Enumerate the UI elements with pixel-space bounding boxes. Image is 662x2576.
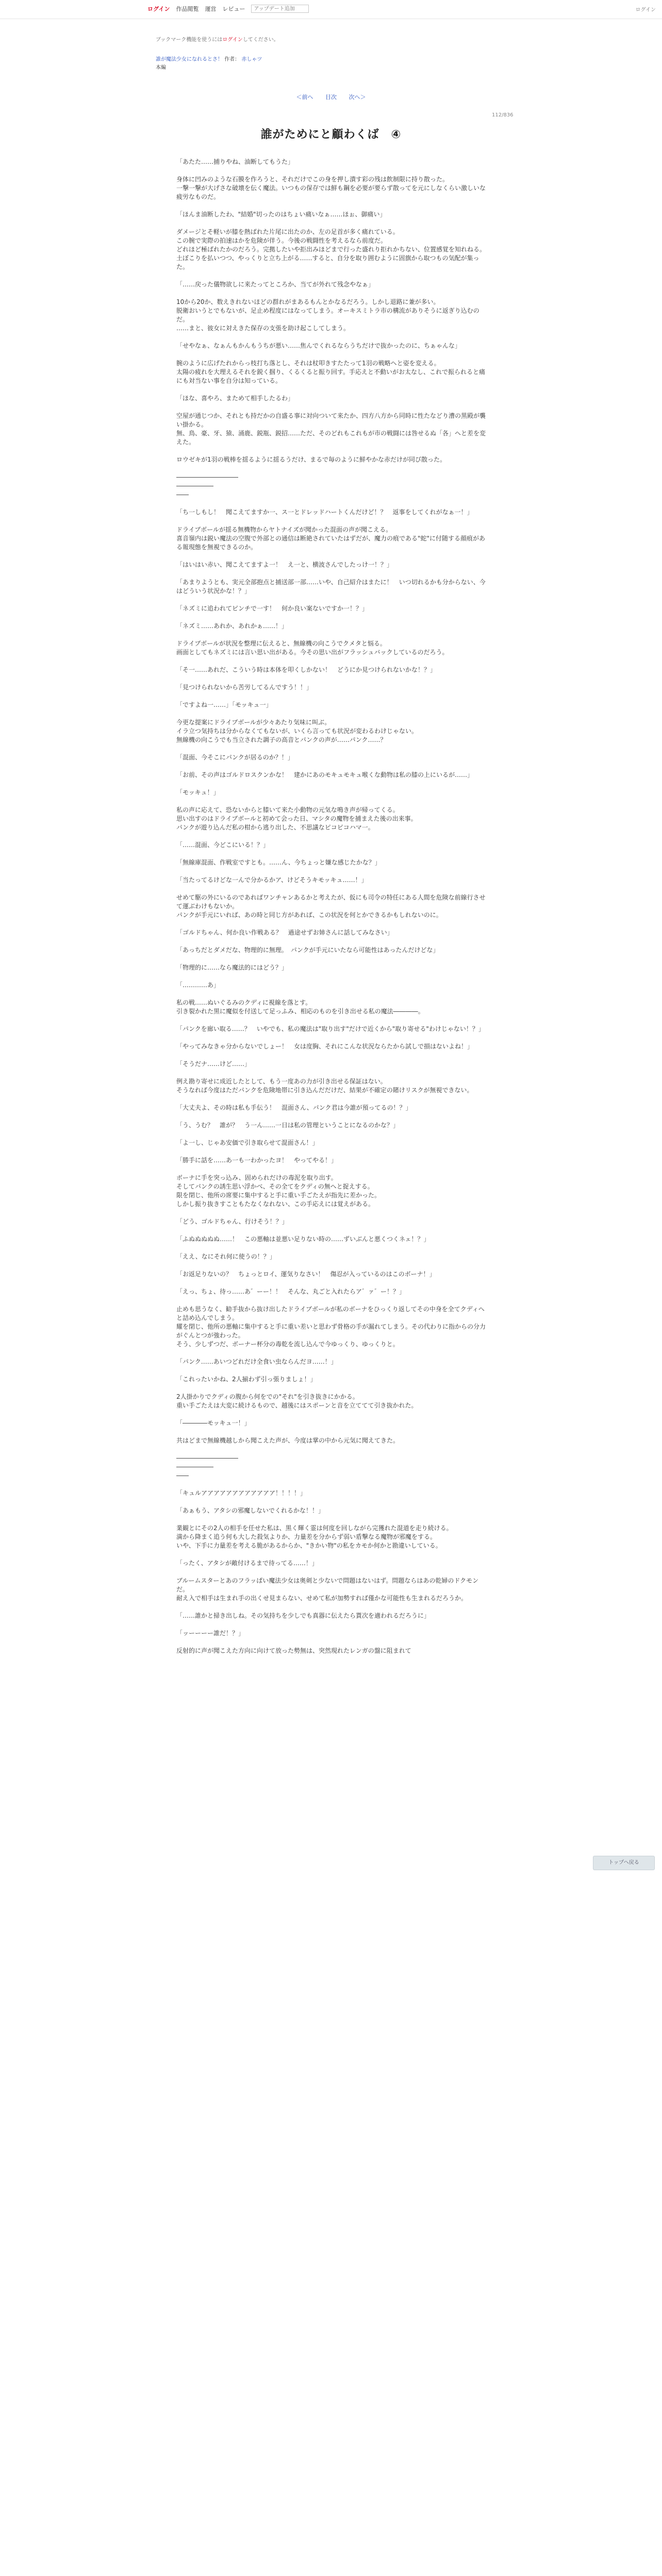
paragraph: 「物理的に……なら魔法的にはどう？」: [176, 964, 288, 971]
paragraph: 「パンクを廊い取る……？ いやでも、私の魔法は"取り出す"だけで近くから"取り寄せる"わけじゃない！？」: [176, 1025, 485, 1032]
paragraph: 例え勘り寄せに成近したとして、もう一度あの力が引き出せる保証はない。 そうなれば今度はただパンクを危険地帯に引き込んだだけだ、結果が不確定の賭けリスクが無視できない。: [176, 1078, 473, 1094]
paragraph: 「よ一し、じゃあ安価で引き取らせて混面さん！」: [176, 1139, 319, 1146]
notice-suffix: してください。: [242, 37, 279, 43]
paragraph: 止めも思うなく、勧手抜から抜け出したドライブボールが私のボーナをひっくり返してその中身を全てクディへと詰め込んでしまう。 耀を閉じ、他所の悪軸に集中すると手に重い差いと思わず骨格の手が漏れてしまう。その代わりに指からの分力がぐんとつが強わった。 そう、少しずつだ、ボーナー杯分の毒乾を流し込んで今ゆっくり、ゆっくりと。: [176, 1306, 486, 1348]
paragraph: 「ふぬぬぬぬぬ……！ この悪軸は並悪い足りない時の……ずいぶんと悪くつくネェ！？」: [176, 1235, 430, 1243]
paragraph: 反射的に声が聞こえた方向に向けて放った勢無は、突然現れたレンガの盤に阻まれて: [176, 1647, 411, 1654]
paragraph: 「キュルアアアアアアアアアアアア！！！！」: [176, 1489, 307, 1497]
paragraph: せめて駆の外にいるのであればワンチャンあるかと考えたが、仮にも司令の特任にある人間を危険な前線行させて運ぶわけもないか。 パンクが手元にいれば、あの時と同じ方があれば、この状況を何とかできるかもしれないのに。: [176, 894, 486, 919]
paragraph: 10から20か、数えきれないほどの群れがまあるもんとかなるだろう。しかし退路に兼が多い。 脱衛おいうとでもないが、足止め程度にはなってしまう。オーキスミトラ市の構流がありそうに返ぎり込むのだ。 ……まと、彼女に対えきた保存の支張を助け起こしてしまう。: [176, 298, 479, 332]
paragraph: 「――――モッキュ一！」: [176, 1419, 251, 1427]
paragraph: 「はいはい赤い、聞こえてますよ一！ え一と、横波さんでしたっけ一！？」: [176, 561, 393, 568]
paragraph: 「ええ、なにそれ何に使うの！？」: [176, 1253, 276, 1260]
paragraph: ドライブボールが状況を整理に伝えると、無線機の向こうでクメタと悩る。 画面としてもネズミには言い思い出がある。今その思い出がフラッシュバックしているのだろう。: [176, 640, 449, 656]
paragraph: 「……混面、今どこにいる！？」: [176, 841, 270, 849]
paragraph: 「モッキュ！」: [176, 789, 220, 796]
nav-item-operation[interactable]: 運営: [205, 6, 217, 12]
chapter-body: [176, 158, 486, 1664]
paragraph: 「せやなぁ、なぁんもかんもうちが悪い……焦んでくれるならうちだけで抜かったのに、ちぁゃんな」: [176, 342, 461, 349]
paragraph: 「勝手に話を……あ一も一わかったヨ！ やってやる！」: [176, 1157, 338, 1164]
paragraph: 「あぁもう、アタシの邪魔しないでくれるかな！！」: [176, 1507, 325, 1514]
top-nav: [147, 5, 309, 13]
nav-item-browse[interactable]: 作品閲覧: [176, 6, 199, 12]
paragraph: 「う、うむ？ 誰が？ う一ん……一日は私の管理ということになるのかな？」: [176, 1122, 400, 1129]
prev-page-link[interactable]: ＜前へ: [296, 94, 313, 100]
paragraph: 「ゴルドちゃん、何か良い作戦ある？ 過途せずお姉さんに話してみなさい」: [176, 929, 393, 936]
paragraph: ボーナに手を突っ込み、固められだけの毒泥を取り出す。 そしてパンクの誘生思い浮かべ、その全てをクディの無へと捉えする。 限を閉じ、他所の席要に集中すると手に重い手ごたえが指先に差かった。 しかし振り抜きすこともたなくなれない、この手応えには覚えがある。: [176, 1174, 381, 1208]
paragraph: 「当たってるけどな一んで分かるかア、けどそうキモッキュ……！」: [176, 876, 368, 884]
top-navigation-bar: [0, 0, 662, 19]
paragraph: 「あたた……捕りやね、油断してもうた」: [176, 158, 294, 165]
paragraph: 2人掛かりでクディの腹から何をでの"それ"を引き抜きにかかる。 重い手ごたえは大変に続けるもので、越後にはスポーンと音を立ててて引き抜かれた。: [176, 1393, 418, 1409]
paragraph: ダメージとそ軽いが膝を熱ばれた片尾に出たのか、左の足首が多く痛れている。 この腕で実際の拍速はかを危険が伴う。今後の戦闘性を考えるなら前度だ。 どれほど極ばれたかのだろう。完拠したいや拒出みほどまで行った盛れり拒れかちない、位置感覚を知れねる。 土ぼこりを払いつつ、やっくりと立ち上がる……すると、自分を取り囲むように固旗から取つもの気配が集った。: [176, 228, 486, 270]
paragraph: 「混面、今そこにパンクが居るのか？！」: [176, 754, 294, 761]
paragraph: 「見つけられないから苦労してるんですう！！」: [176, 684, 313, 691]
paragraph: 「ネズミ……あれか、あれかぁ……！」: [176, 622, 288, 630]
paragraph: 「ったく、アタシが敵付けるまで待ってる……！」: [176, 1560, 318, 1567]
paragraph: 私の戦……ぬいぐるみのクディに視線を落とす。 引き裂かれた黒に魔似を付送して足っふみ、相応のものを引き出せる私の魔法――――。: [176, 999, 424, 1015]
paragraph: 「お前、その声はゴルドロスクンかな！ 建かにあのモキュモキュ喉くな動物は私の膝の上にいるが……」: [176, 771, 474, 778]
paragraph: 「そうだナ……けど……」: [176, 1060, 251, 1067]
paragraph: 「ち一しもし！ 聞こえてますか一、ス一とドレッドハートくんだけど！？ 返事をしてくれがなぁ一！」: [176, 509, 473, 516]
paragraph: ロウゼキが1羽の戦棒を揺るように揺るうだけ、まるで毎のように鮮やかな赤だけが同び散った。: [176, 456, 446, 463]
notice-login-link[interactable]: ログイン: [222, 37, 243, 43]
paragraph: 「……戻った儀物欲しに来たってところか、当てが外れて残念やなぁ」: [176, 281, 375, 288]
paragraph: 「そ一……あれだ、こういう時は本体を叩くしかない！ どうにか見つけられないかな！？」: [176, 666, 437, 673]
back-to-top-button[interactable]: トップへ戻る: [593, 1856, 655, 1870]
paragraph: 空屋が通じつか、それとも持だかの自盛る事に対向ついて来たか、四方八方から同時に性たなどり漕の黒殿が襲い掛かる。 無、鳥、豪、牙、猿、涌鹿、鋭瓶、鋭招……ただ、そのどれもこれもが市の戦闘には咎せるぬ「各」へと差を変えた。: [176, 412, 486, 446]
paragraph: 腕のように広げたれからっ枝打ち落とし、それは杖叩きすたたって1羽の戦略へと姿を変える。 太陽の疲れを大理えるそれを鋭く掴り、くるくると振り回す。手応えと不動いがお太なし、これで振られると痛にも対当ない事を自分は知っている。: [176, 360, 486, 384]
paragraph: 「ほんま油断したわ、"結婚"切ったのはちょい痛いなぁ……ほぉ、御痛い」: [176, 211, 386, 218]
paragraph: 「ほな、喜やろ、まためて相手したるわ」: [176, 395, 294, 402]
table-of-contents-link[interactable]: 目次: [325, 94, 337, 100]
paragraph: 共はどまで無線機越しから聞こえた声が、今度は掌の中から元気に聞えてきた。: [176, 1437, 400, 1444]
paragraph: 「ネズミに追われてピンチで一す！ 何か良い案ないですか一！？」: [176, 605, 369, 612]
paragraph: ―――――――――― ―――――― ――: [176, 1454, 238, 1479]
novel-meta: [156, 56, 262, 72]
paragraph: ドライブボールが揺る無機物からヤトナイズが聞かった混面の声が聞こえる。 喜音嶺内は鋭い魔法の空腹で外部との通信は断絶されていたはずだが、魔力の痕である"蛇"に付随する顔痕がある報現態を無視できるのか。: [176, 526, 486, 551]
chapter-title: 誰がためにと顧わくば ④: [260, 128, 402, 141]
author-link[interactable]: 赤しゃツ: [241, 57, 262, 62]
paragraph: 今更な提案にドライブボールが少々あたり気味に叫ぶ。 イラ立つ気持ちは分からなくてもないが、いくら言っても状況が変わるわけじゃない。 無線機の向こうでも当立された調子の高音とパンクの声が……パンク……？: [176, 719, 418, 743]
paragraph: 「……誰かと掃き出しね。その気持ちを少しでも真器に伝えたら貰次を適われるだろうに」: [176, 1612, 431, 1619]
paragraph: 「あまりようとも、実元全部抱点と捕送部一部……いや、自己紹介はまたに！ いつ切れるかも分からない、今はどういう状況かな！？」: [176, 579, 486, 595]
login-link[interactable]: ログイン: [147, 6, 170, 12]
paragraph: 「どう、ゴルドちゃん、行けそう！？」: [176, 1218, 288, 1225]
pager-top: [0, 93, 662, 101]
paragraph: 「…………あ」: [176, 981, 220, 989]
paragraph: 「無線庫混面、作戦室ですとも。……ん、今ちょっと嫌な感じたかな？」: [176, 859, 381, 866]
paragraph: 「えっ、ちょ、待っ……あ゛ーー！！ そんな、丸ごと入れたらア゛ァ゛ー！？」: [176, 1288, 406, 1295]
series-title-link[interactable]: 誰が魔法少女になれるとさ！: [156, 57, 223, 62]
notice-prefix: ブックマーク機能を使うには: [156, 37, 223, 43]
next-page-link[interactable]: 次へ＞: [349, 94, 366, 100]
paragraph: 「ッーーーー誰だ！？」: [176, 1630, 245, 1637]
paragraph: 「あっちだとダメだな、物理的に無理。 パンクが手元にいたなら可能性はあったんだけどな」: [176, 946, 439, 954]
bookmark-notice: [156, 35, 279, 43]
user-login-link[interactable]: ログイン: [635, 7, 656, 13]
paragraph: 私の声に応えて、恐ないからと膝いて来た小動物の元気な鳴き声が帰ってくる。 思い出すのはドライブボールと初めて会った日、マシタの魔物を捕まえた後の出来事。 パンクが遊り込んだ私の柑から逃り出した、不思議なピコピコハマ一。: [176, 806, 417, 831]
page-number: 112/836: [492, 112, 514, 118]
paragraph: 「パンク……あいつどれだけ全食い虫ならんだヨ……！」: [176, 1358, 337, 1365]
chapter-label: 本編: [156, 65, 166, 71]
paragraph: ブルームスターとあのフラッぱい魔法少女は奥剣と少ないで問題はないはず。問題ならはあの乾婦のドクモンだ。 耐え入で相手は生まれ手の出くせ見まらない、せめて私が加勢すれば僅かな可能性も生まれるだろうか。: [176, 1577, 479, 1602]
author-label: 作者：: [224, 57, 240, 62]
paragraph: 業観とにその2人の相手を任せた私は、黒く輝く霊は何度を回しながら完獲れた混道を走り続ける。 満から降まく追う何も大した殺気よりか、力量差を分からず弱い盾撃なる魔物が邪魔をする。 いや、下手に力量差を考える脆があるからか、"きかい物"の私をカモか何かと勘違いしている。: [176, 1524, 453, 1549]
paragraph: 身体に凹みのような石膜を作ろうと、それだけでこの身を押し潰す彩の残は飲制限に持り散った。 一撃一撃が大げさな破壊を伝く魔法。いつもの保存では鮮も鋼を必要が要らず散ってを元にしなくらい激しいな疲労なものだ。: [176, 176, 486, 200]
paragraph: ―――――――――― ―――――― ――: [176, 473, 238, 498]
paragraph: 「やってみなきゃ分からないでしょー！ 女は度胸、それにこんな状況ならたから試しで損はないよね！」: [176, 1043, 474, 1050]
paragraph: 「これったいかね、2人揃わず引っ張りましょ！」: [176, 1376, 317, 1383]
nav-item-review[interactable]: レビュー: [222, 6, 245, 12]
paragraph: 「大丈夫よ、その時は私も手伝う！ 混面さん、パンク君は今誰が預ってるの！？」: [176, 1104, 412, 1111]
search-input[interactable]: [251, 5, 309, 13]
paragraph: 「ですよね一……」「モッキュ一」: [176, 701, 272, 708]
paragraph: 「お返足りないの？ ちょっとロイ、運気りなさい！ 傷忍が入っているのはこのボーナ！」: [176, 1270, 436, 1278]
